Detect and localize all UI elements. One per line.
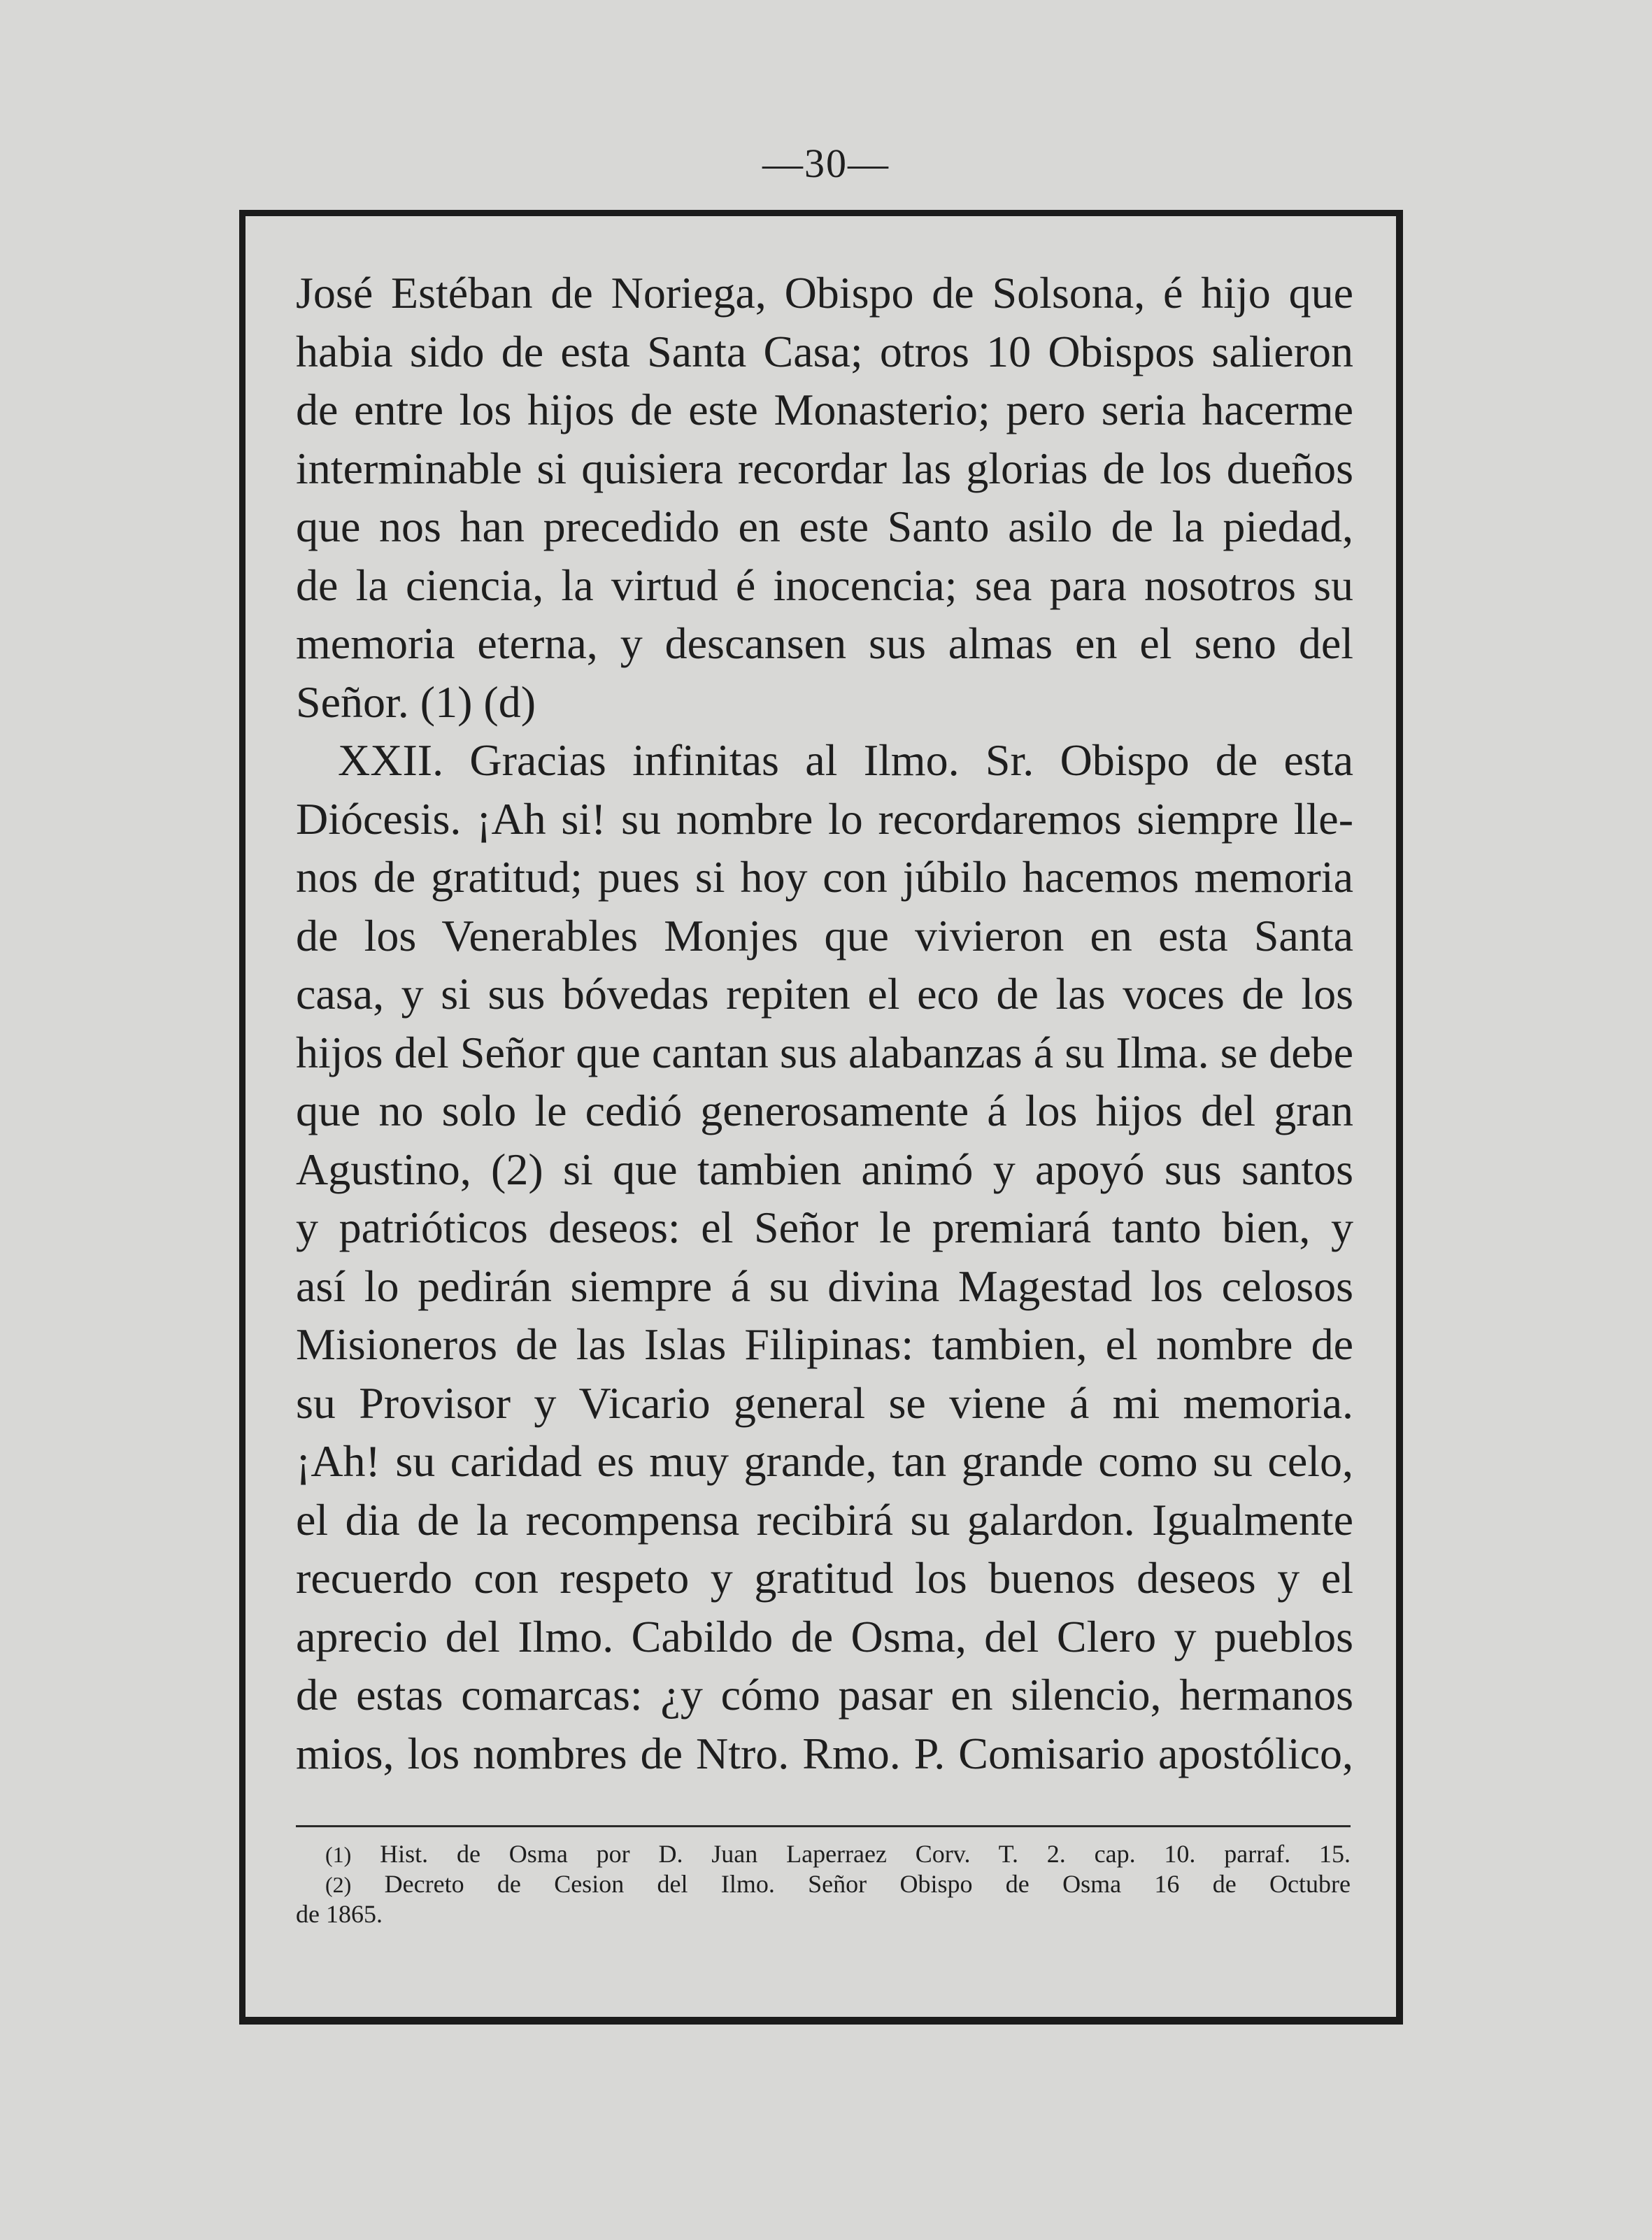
text-line: ¡Ah! su caridad es muy grande, tan grande como su celo, xyxy=(296,1436,1353,1486)
text-line: que no solo le cedió generosamente á los hijos del gran xyxy=(296,1086,1353,1135)
text-frame xyxy=(239,210,1403,2025)
text-line: hijos del Señor que cantan sus alabanzas á su Ilma. se debe xyxy=(296,1027,1353,1077)
text-line: aprecio del Ilmo. Cabildo de Osma, del Clero y pueblos xyxy=(296,1611,1353,1661)
footnotes xyxy=(296,1839,1351,1929)
text-line: de los Venerables Monjes que vivieron en esta Santa xyxy=(296,910,1353,960)
text-line: Agustino, (2) si que tambien animó y apoyó sus santos xyxy=(296,1144,1353,1194)
text-line: casa, y si sus bóvedas repiten el eco de las voces de los xyxy=(296,969,1353,1019)
text-line: recuerdo con respeto y gratitud los buenos deseos y el xyxy=(296,1553,1353,1603)
text-line: el dia de la recompensa recibirá su galardon. Igualmente xyxy=(296,1494,1353,1545)
text-line: y patrióticos deseos: el Señor le premiará tanto bien, y xyxy=(296,1203,1353,1252)
text-line: Diócesis. ¡Ah si! su nombre lo recordaremos siempre lle- xyxy=(296,793,1353,844)
text-line: interminable si quisiera recordar las glorias de los dueños xyxy=(296,443,1353,493)
text-line: Misioneros de las Islas Filipinas: tambien, el nombre de xyxy=(296,1319,1353,1369)
text-line: nos de gratitud; pues si hoy con júbilo hacemos memoria xyxy=(296,852,1353,902)
text-line: XXII. Gracias infinitas al Ilmo. Sr. Obispo de esta xyxy=(338,735,1353,785)
main-text xyxy=(296,264,1353,1782)
text-line: de la ciencia, la virtud é inocencia; sea para nosotros su xyxy=(296,560,1353,610)
footnote-marker: (1) xyxy=(325,1842,352,1867)
text-line: mios, los nombres de Ntro. Rmo. P. Comisario apostólico, xyxy=(296,1728,1353,1778)
footnote-marker: (2) xyxy=(325,1872,352,1897)
text-line: memoria eterna, y descansen sus almas en el seno del xyxy=(296,618,1353,668)
text-line: así lo pedirán siempre á su divina Magestad los celosos xyxy=(296,1261,1353,1311)
text-line: que nos han precedido en este Santo asilo de la piedad, xyxy=(296,502,1353,551)
text-line: José Estéban de Noriega, Obispo de Solsona, é hijo que xyxy=(296,268,1353,318)
footnote-divider xyxy=(296,1825,1351,1827)
footnote-2-continuation: de 1865. xyxy=(296,1900,383,1928)
footnote-text: Decreto de Cesion del Ilmo. Señor Obispo de Osma 16 de Octubre xyxy=(384,1870,1351,1898)
text-line: habia sido de esta Santa Casa; otros 10 Obispos salieron xyxy=(296,326,1353,376)
footnote-text: Hist. de Osma por D. Juan Laperraez Corv. T. 2. cap. 10. parraf. 15. xyxy=(380,1840,1351,1868)
text-line: de entre los hijos de este Monasterio; pero seria hacerme xyxy=(296,385,1353,434)
footnote-1 xyxy=(296,1839,1351,1869)
text-line: su Provisor y Vicario general se viene á mi memoria. xyxy=(296,1377,1353,1428)
text-line: Señor. (1) (d) xyxy=(296,676,536,727)
footnote-2 xyxy=(296,1869,1351,1899)
page-number: —30— xyxy=(762,141,890,186)
text-line: de estas comarcas: ¿y cómo pasar en silencio, hermanos xyxy=(296,1670,1353,1720)
